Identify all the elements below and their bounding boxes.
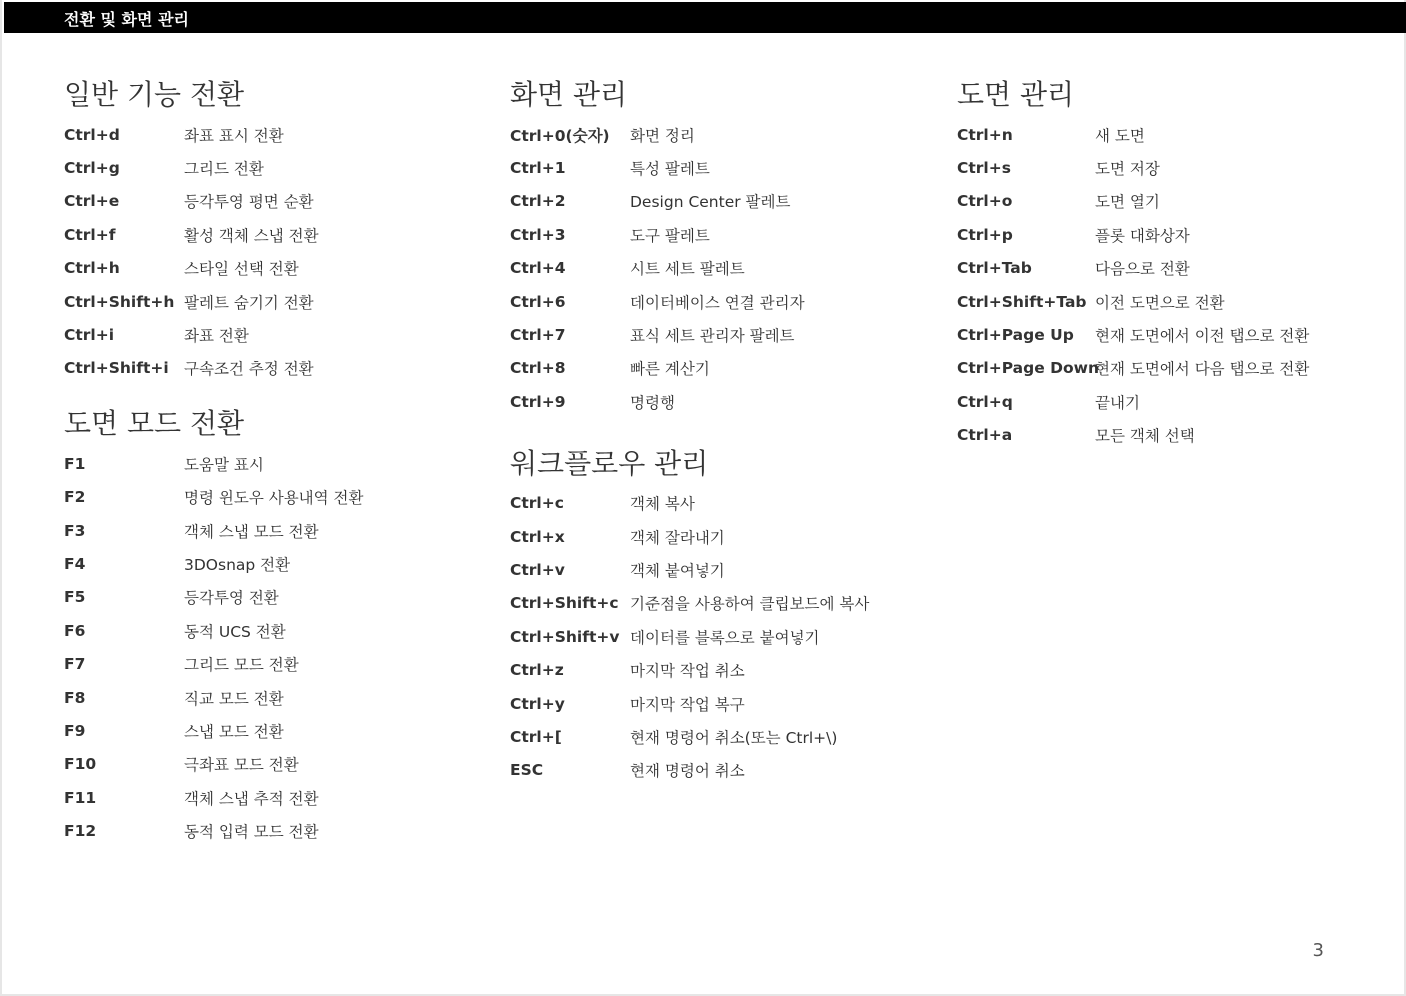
shortcut-row [957,385,1377,418]
shortcut-description: 도면 열기 [1095,193,1160,212]
shortcut-description: 좌표 표시 전환 [184,126,284,145]
shortcut-description: 기준점을 사용하여 클립보드에 복사 [630,595,870,614]
shortcut-row [510,118,940,151]
shortcut-row [957,318,1377,351]
shortcut-description: 데이터를 블록으로 붙여넣기 [630,628,820,647]
shortcut-key: Ctrl+g [64,159,120,178]
shortcut-key: Ctrl+i [64,326,115,345]
shortcut-key: Ctrl+y [510,694,565,713]
shortcut-row [510,252,940,285]
shortcut-row [64,614,484,647]
shortcut-key: F10 [64,755,97,774]
shortcut-key: Ctrl+a [957,426,1013,445]
shortcut-description: 특성 팔레트 [630,160,710,179]
shortcut-description: 활성 객체 스냅 전환 [184,226,319,245]
shortcut-description: 새 도면 [1095,126,1145,145]
shortcut-key: Ctrl+6 [510,292,566,311]
shortcut-row [64,814,484,847]
shortcut-description: 도구 팔레트 [630,226,710,245]
shortcut-description: 끝내기 [1095,393,1140,412]
shortcut-description: 등각투영 전환 [184,589,279,608]
shortcut-key: Ctrl+q [957,392,1013,411]
shortcut-key: Ctrl+Shift+v [510,627,620,646]
shortcut-description: 도움말 표시 [184,455,264,474]
shortcut-key: F3 [64,521,86,540]
shortcut-description: 객체 잘라내기 [630,528,725,547]
shortcut-row [510,754,940,787]
shortcut-row [64,781,484,814]
shortcut-row [957,118,1377,151]
shortcut-row [957,218,1377,251]
shortcut-key: Ctrl+0(숫자) [510,126,610,145]
shortcut-row [64,118,484,151]
shortcut-row [64,481,484,514]
shortcut-description: 스타일 선택 전환 [184,260,299,279]
shortcut-row [510,218,940,251]
shortcut-key: Ctrl+1 [510,159,566,178]
shortcut-key: ESC [510,761,544,780]
shortcut-description: 팔레트 숨기기 전환 [184,293,314,312]
column-2 [510,78,940,787]
shortcut-description: 화면 정리 [630,126,695,145]
shortcut-key: Ctrl+8 [510,359,566,378]
shortcut-description: 모든 객체 선택 [1095,427,1195,446]
shortcut-description: 구속조건 추정 전환 [184,360,314,379]
shortcut-key: Ctrl+Tab [957,259,1032,278]
shortcut-description: 좌표 전환 [184,327,249,346]
shortcut-row [510,385,940,418]
shortcut-description: 객체 붙여넣기 [630,561,725,580]
shortcut-description: 마지막 작업 취소 [630,662,745,681]
shortcut-key: F12 [64,822,97,841]
shortcut-key: Ctrl+Page Down [957,359,1100,378]
shortcut-description: 동적 입력 모드 전환 [184,823,319,842]
shortcut-key: Ctrl+v [510,560,565,579]
shortcut-description: 마지막 작업 복구 [630,695,745,714]
shortcut-description: 명령행 [630,393,675,412]
shortcut-row [64,748,484,781]
shortcut-key: Ctrl+Shift+i [64,359,169,378]
shortcut-row [64,681,484,714]
shortcut-description: 다음으로 전환 [1095,260,1190,279]
section-spacer [64,385,484,407]
section-title: 일반 기능 전환 [64,78,245,111]
shortcut-description: 데이터베이스 연결 관리자 [630,293,805,312]
column-1 [64,78,484,848]
shortcut-row [510,520,940,553]
shortcut-row [64,352,484,385]
shortcut-row [64,647,484,680]
shortcut-description: 객체 복사 [630,495,695,514]
shortcut-key: F1 [64,454,86,473]
shortcut-description: 스냅 모드 전환 [184,722,284,741]
shortcut-key: F8 [64,688,86,707]
shortcut-description: 표식 세트 관리자 팔레트 [630,327,795,346]
shortcut-description: 시트 세트 팔레트 [630,260,745,279]
shortcut-description: 극좌표 모드 전환 [184,756,299,775]
shortcut-row [64,581,484,614]
shortcut-key: Ctrl+7 [510,326,566,345]
shortcut-row [510,687,940,720]
shortcut-row [64,218,484,251]
shortcut-row [64,714,484,747]
shortcut-description: 객체 스냅 모드 전환 [184,522,319,541]
shortcut-description: 도면 저장 [1095,160,1160,179]
shortcut-row [64,318,484,351]
shortcut-key: Ctrl+Page Up [957,326,1074,345]
shortcut-key: Ctrl+s [957,159,1011,178]
shortcut-key: F5 [64,588,86,607]
shortcut-row [510,553,940,586]
shortcut-description: 플롯 대화상자 [1095,226,1190,245]
shortcut-key: F6 [64,621,86,640]
shortcut-row [957,419,1377,452]
shortcut-description: 그리드 전환 [184,160,264,179]
shortcut-key: Ctrl+4 [510,259,566,278]
shortcut-key: Ctrl+9 [510,392,566,411]
section-title: 화면 관리 [510,78,628,111]
section-title: 워크플로우 관리 [510,446,709,480]
column-3 [957,78,1377,452]
section-spacer [510,419,940,447]
shortcut-row [64,514,484,547]
shortcut-key: Ctrl+3 [510,225,566,244]
shortcut-description: 이전 도면으로 전환 [1095,293,1225,312]
shortcut-key: Ctrl+h [64,259,120,278]
shortcut-key: F9 [64,721,86,740]
shortcut-description: 명령 윈도우 사용내역 전환 [184,489,364,508]
page-number: 3 [1312,940,1324,961]
shortcut-key: Ctrl+n [957,125,1013,144]
shortcut-row [510,653,940,686]
shortcut-key: F11 [64,788,97,807]
shortcut-description: Design Center 팔레트 [630,193,791,212]
shortcut-key: Ctrl+p [957,225,1013,244]
shortcut-row [957,185,1377,218]
shortcut-row [64,447,484,480]
shortcut-key: Ctrl+f [64,225,116,244]
shortcut-key: F4 [64,554,86,573]
shortcut-key: Ctrl+c [510,494,564,513]
shortcut-key: F2 [64,488,86,507]
shortcut-key: F7 [64,655,86,674]
shortcut-row [64,252,484,285]
shortcut-row [510,620,940,653]
shortcut-key: Ctrl+[ [510,727,562,746]
shortcut-description: 현재 도면에서 이전 탭으로 전환 [1095,327,1310,346]
shortcut-description: 현재 명령어 취소 [630,762,745,781]
section-title: 도면 모드 전환 [64,407,245,441]
shortcut-key: Ctrl+Shift+c [510,594,619,613]
shortcut-row [510,185,940,218]
shortcut-row [957,151,1377,184]
shortcut-description: 3DOsnap 전환 [184,555,291,574]
shortcut-row [957,352,1377,385]
shortcut-description: 객체 스냅 추적 전환 [184,789,319,808]
shortcut-key: Ctrl+o [957,192,1013,211]
shortcut-row [510,587,940,620]
shortcut-row [64,285,484,318]
shortcut-row [64,547,484,580]
shortcut-description: 현재 도면에서 다음 탭으로 전환 [1095,360,1310,379]
shortcut-key: Ctrl+d [64,125,120,144]
shortcut-row [510,352,940,385]
shortcut-description: 동적 UCS 전환 [184,622,286,641]
shortcut-key: Ctrl+e [64,192,120,211]
shortcut-key: Ctrl+z [510,661,564,680]
shortcut-row [510,487,940,520]
shortcut-row [957,285,1377,318]
shortcut-row [510,285,940,318]
shortcut-row [510,151,940,184]
header-title: 전환 및 화면 관리 [64,10,189,29]
shortcut-key: Ctrl+2 [510,192,566,211]
shortcut-key: Ctrl+Shift+Tab [957,292,1087,311]
section-title: 도면 관리 [957,78,1075,111]
shortcut-description: 현재 명령어 취소(또는 Ctrl+\) [630,728,838,747]
shortcut-row [510,720,940,753]
shortcut-description: 빠른 계산기 [630,360,710,379]
shortcut-row [64,151,484,184]
shortcut-row [510,318,940,351]
shortcut-row [64,185,484,218]
shortcut-description: 등각투영 평면 순환 [184,193,314,212]
shortcut-description: 직교 모드 전환 [184,689,284,708]
shortcut-description: 그리드 모드 전환 [184,656,299,675]
shortcut-key: Ctrl+x [510,527,565,546]
header-bar [4,2,1406,33]
shortcut-row [957,252,1377,285]
shortcut-key: Ctrl+Shift+h [64,292,175,311]
